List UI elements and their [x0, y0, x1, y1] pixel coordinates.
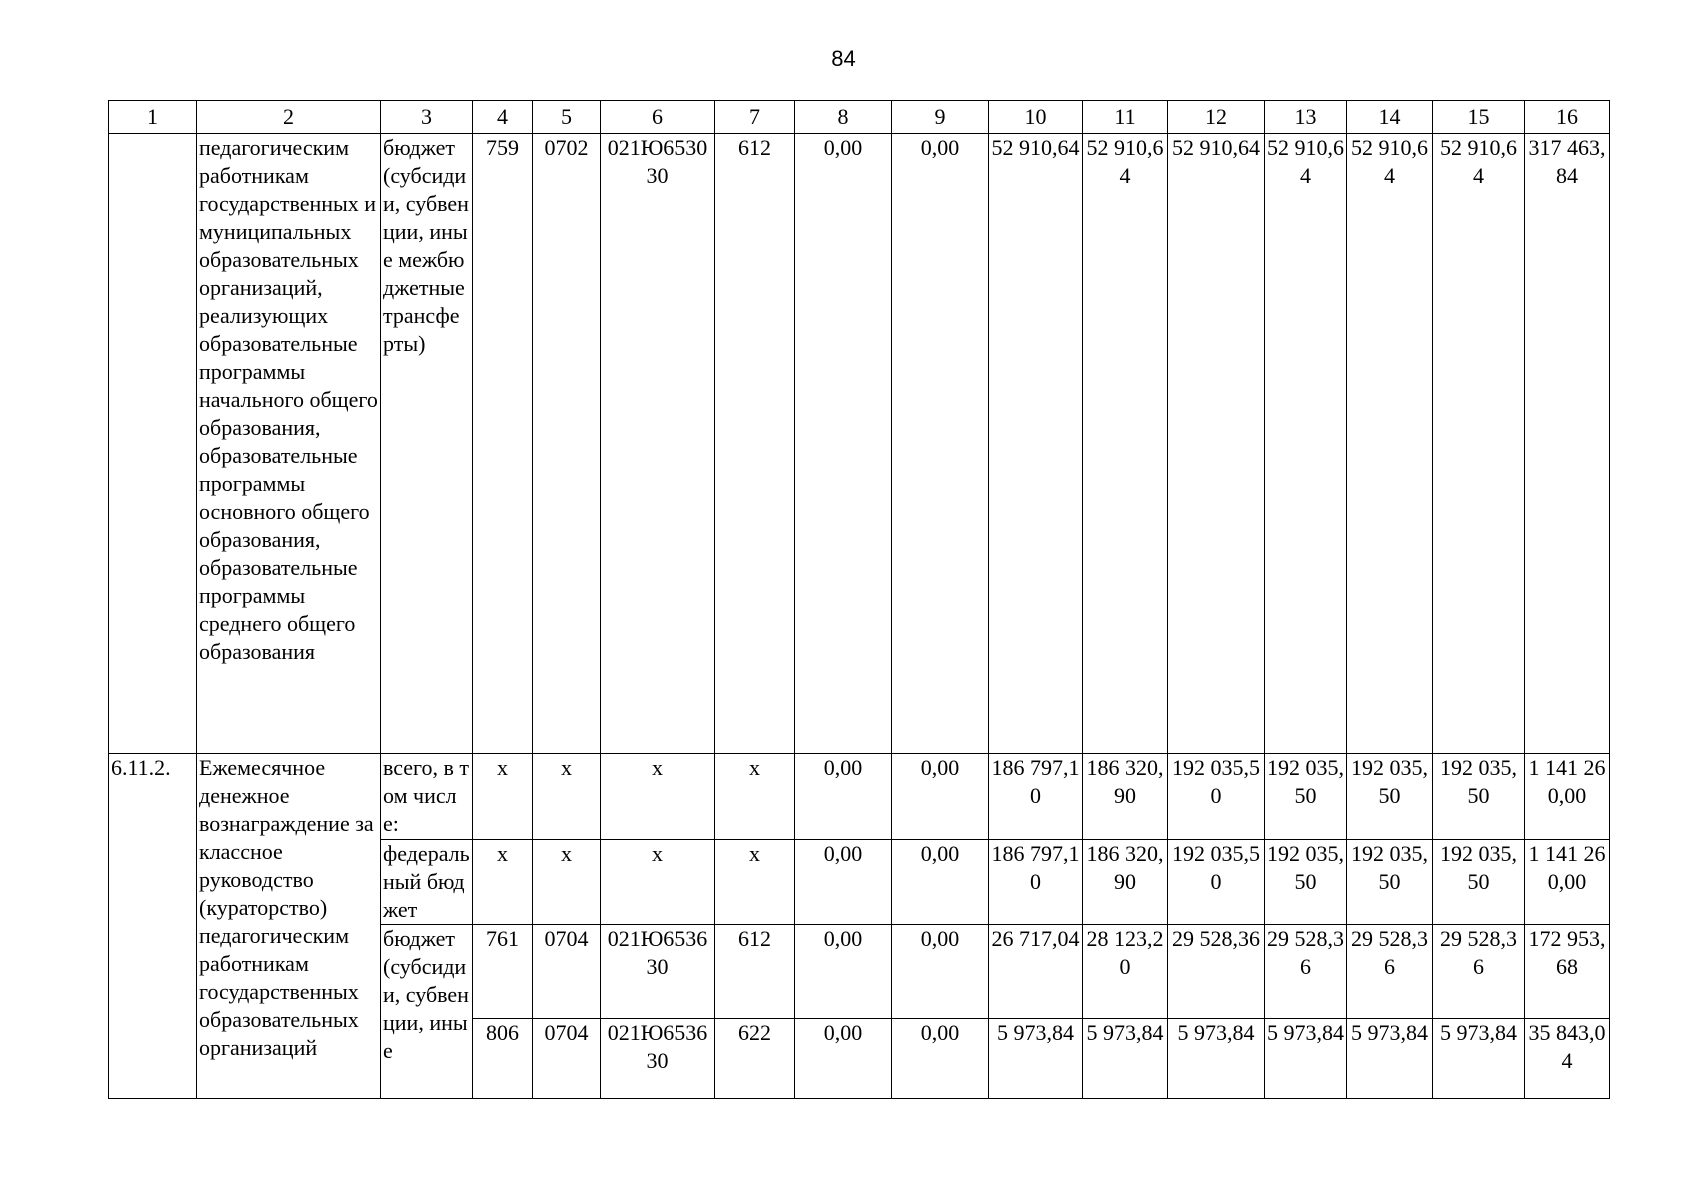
header-cell: 2	[197, 101, 381, 134]
value-cell: 0,00	[795, 1019, 892, 1099]
value-cell: 5 973,84	[1168, 1019, 1265, 1099]
gmb-code-cell: 806	[473, 1019, 533, 1099]
value-cell: 29 528,36	[1265, 925, 1347, 1019]
funding-source-cell: федеральный бюджет	[381, 840, 473, 925]
header-cell: 10	[989, 101, 1083, 134]
value-cell: 192 035,50	[1433, 754, 1525, 840]
funding-source-cell: всего, в том числе:	[381, 754, 473, 840]
section-code-cell: 0704	[533, 925, 601, 1019]
value-cell: 26 717,04	[989, 925, 1083, 1019]
gmb-code-cell: x	[473, 840, 533, 925]
value-cell: 0,00	[892, 1019, 989, 1099]
section-code-cell: x	[533, 754, 601, 840]
value-cell: 5 973,84	[1265, 1019, 1347, 1099]
measure-name-cell: педагогическим работникам государственных и муниципальных образовательных организаций, реализующих образовательные программы начального общего образования, образовательные программы основного общего образования, образовательные программы среднего общего образования	[197, 134, 381, 754]
value-cell: 5 973,84	[1433, 1019, 1525, 1099]
value-cell: 0,00	[892, 134, 989, 754]
row-number-cell	[109, 134, 197, 754]
value-cell: 0,00	[795, 840, 892, 925]
table-row	[109, 134, 1610, 754]
value-cell: 192 035,50	[1347, 840, 1433, 925]
measure-name-cell: Ежемесячное денежное вознаграждение за классное руководство (кураторство) педагогическим работникам государственных образовательных организаций	[197, 754, 381, 1099]
value-cell: 52 910,64	[1347, 134, 1433, 754]
budget-table	[108, 100, 1610, 1099]
value-cell: 192 035,50	[1168, 840, 1265, 925]
gmb-code-cell: 759	[473, 134, 533, 754]
value-cell: 52 910,64	[1265, 134, 1347, 754]
header-cell: 15	[1433, 101, 1525, 134]
target-code-cell: 021Ю653630	[601, 925, 715, 1019]
table-row	[109, 754, 1610, 840]
header-cell: 6	[601, 101, 715, 134]
expense-type-cell: 622	[715, 1019, 795, 1099]
total-cell: 1 141 260,00	[1525, 840, 1610, 925]
header-cell: 5	[533, 101, 601, 134]
value-cell: 52 910,64	[1168, 134, 1265, 754]
expense-type-cell: x	[715, 754, 795, 840]
value-cell: 186 797,10	[989, 840, 1083, 925]
value-cell: 0,00	[892, 840, 989, 925]
gmb-code-cell: 761	[473, 925, 533, 1019]
value-cell: 0,00	[795, 925, 892, 1019]
value-cell: 186 797,10	[989, 754, 1083, 840]
header-cell: 9	[892, 101, 989, 134]
target-code-cell: 021Ю653630	[601, 1019, 715, 1099]
total-cell: 317 463,84	[1525, 134, 1610, 754]
value-cell: 192 035,50	[1265, 840, 1347, 925]
value-cell: 52 910,64	[1083, 134, 1168, 754]
value-cell: 0,00	[795, 754, 892, 840]
header-cell: 3	[381, 101, 473, 134]
value-cell: 5 973,84	[989, 1019, 1083, 1099]
value-cell: 192 035,50	[1168, 754, 1265, 840]
expense-type-cell: 612	[715, 134, 795, 754]
value-cell: 28 123,20	[1083, 925, 1168, 1019]
value-cell: 52 910,64	[989, 134, 1083, 754]
value-cell: 192 035,50	[1265, 754, 1347, 840]
table-header-row	[109, 101, 1610, 134]
header-cell: 4	[473, 101, 533, 134]
total-cell: 172 953,68	[1525, 925, 1610, 1019]
value-cell: 5 973,84	[1083, 1019, 1168, 1099]
funding-source-cell: бюджет (субсидии, субвенции, иные	[381, 925, 473, 1099]
section-code-cell: 0702	[533, 134, 601, 754]
value-cell: 29 528,36	[1433, 925, 1525, 1019]
value-cell: 52 910,64	[1433, 134, 1525, 754]
value-cell: 0,00	[892, 925, 989, 1019]
target-code-cell: x	[601, 754, 715, 840]
section-code-cell: 0704	[533, 1019, 601, 1099]
total-cell: 35 843,04	[1525, 1019, 1610, 1099]
value-cell: 5 973,84	[1347, 1019, 1433, 1099]
row-number-cell: 6.11.2.	[109, 754, 197, 1099]
gmb-code-cell: x	[473, 754, 533, 840]
target-code-cell: 021Ю653030	[601, 134, 715, 754]
value-cell: 29 528,36	[1347, 925, 1433, 1019]
header-cell: 1	[109, 101, 197, 134]
header-cell: 11	[1083, 101, 1168, 134]
header-cell: 13	[1265, 101, 1347, 134]
total-cell: 1 141 260,00	[1525, 754, 1610, 840]
target-code-cell: x	[601, 840, 715, 925]
expense-type-cell: 612	[715, 925, 795, 1019]
page-number: 84	[831, 46, 856, 71]
header-cell: 12	[1168, 101, 1265, 134]
header-cell: 8	[795, 101, 892, 134]
value-cell: 192 035,50	[1347, 754, 1433, 840]
value-cell: 186 320,90	[1083, 840, 1168, 925]
value-cell: 29 528,36	[1168, 925, 1265, 1019]
value-cell: 192 035,50	[1433, 840, 1525, 925]
header-cell: 14	[1347, 101, 1433, 134]
header-cell: 16	[1525, 101, 1610, 134]
value-cell: 0,00	[795, 134, 892, 754]
value-cell: 186 320,90	[1083, 754, 1168, 840]
funding-source-cell: бюджет (субсидии, субвенции, иные межбюджетные трансферты)	[381, 134, 473, 754]
header-cell: 7	[715, 101, 795, 134]
expense-type-cell: x	[715, 840, 795, 925]
section-code-cell: x	[533, 840, 601, 925]
value-cell: 0,00	[892, 754, 989, 840]
